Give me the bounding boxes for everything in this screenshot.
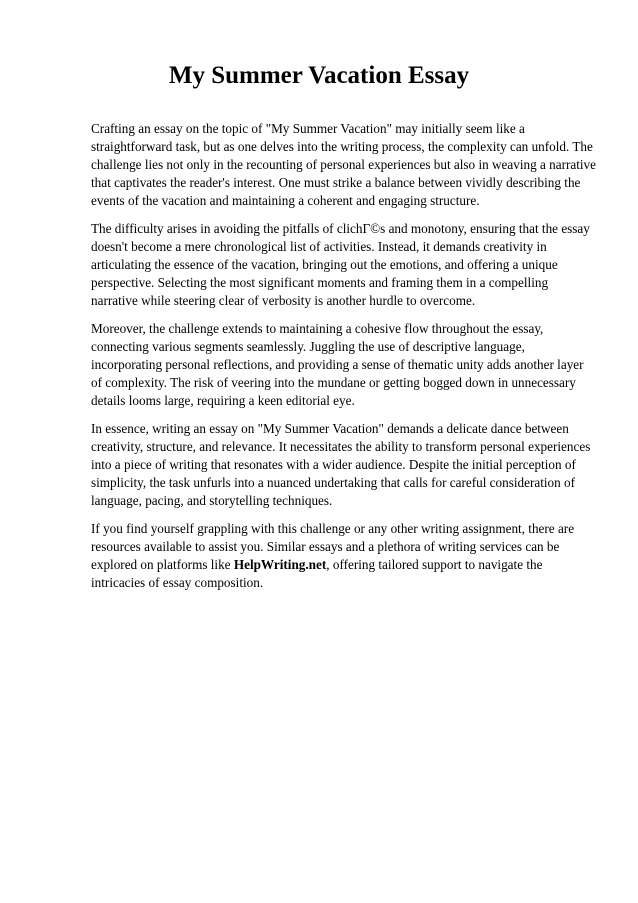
paragraph-5-before: If you find yourself grappling with this challenge or any other writing assignment, there are resources available to assist you. Similar essays and a plethora of writing services can be explored on platforms like: [91, 521, 575, 572]
paragraph-4: In essence, writing an essay on "My Summer Vacation" demands a delicate dance between creativity, structure, and relevance. It necessitates the ability to transform personal experiences into a piece of writing that resonates with a wider audience. Despite the initial perception of simplicity, the task unfurls into a nuanced undertaking that calls for careful consideration of language, pacing, and storytelling techniques.: [91, 421, 591, 508]
helpwriting-link[interactable]: HelpWriting.net: [233, 557, 327, 572]
paragraph-5: [91, 520, 596, 592]
paragraph-3: Moreover, the challenge extends to maintaining a cohesive flow throughout the essay, connecting various segments seamlessly. Juggling the use of descriptive language, incorporating personal reflections, and providing a sense of thematic unity adds another layer of complexity. The risk of veering into the mundane or getting bogged down in unnecessary details looms large, requiring a keen editorial eye.: [91, 321, 584, 408]
paragraph-1: Crafting an essay on the topic of "My Summer Vacation" may initially seem like a straightforward task, but as one delves into the writing process, the complexity can unfold. The challenge lies not only in the recounting of personal experiences but also in weaving a narrative that captivates the reader's interest. One must strike a balance between vividly describing the events of the vacation and maintaining a coherent and engaging structure.: [91, 121, 596, 208]
paragraph-5-after: , offering tailored support to navigate the intricacies of essay composition.: [91, 557, 543, 590]
paragraph-2: The difficulty arises in avoiding the pitfalls of clichГ©s and monotony, ensuring that the essay doesn't become a mere chronological list of activities. Instead, it demands creativity in articulating the essence of the vacation, bringing out the emotions, and offering a unique perspective. Selecting the most significant moments and framing them in a compelling narrative while steering clear of verbosity is another hurdle to overcome.: [91, 221, 590, 308]
page-title: My Summer Vacation Essay: [168, 62, 470, 89]
essay-body: [91, 120, 596, 602]
